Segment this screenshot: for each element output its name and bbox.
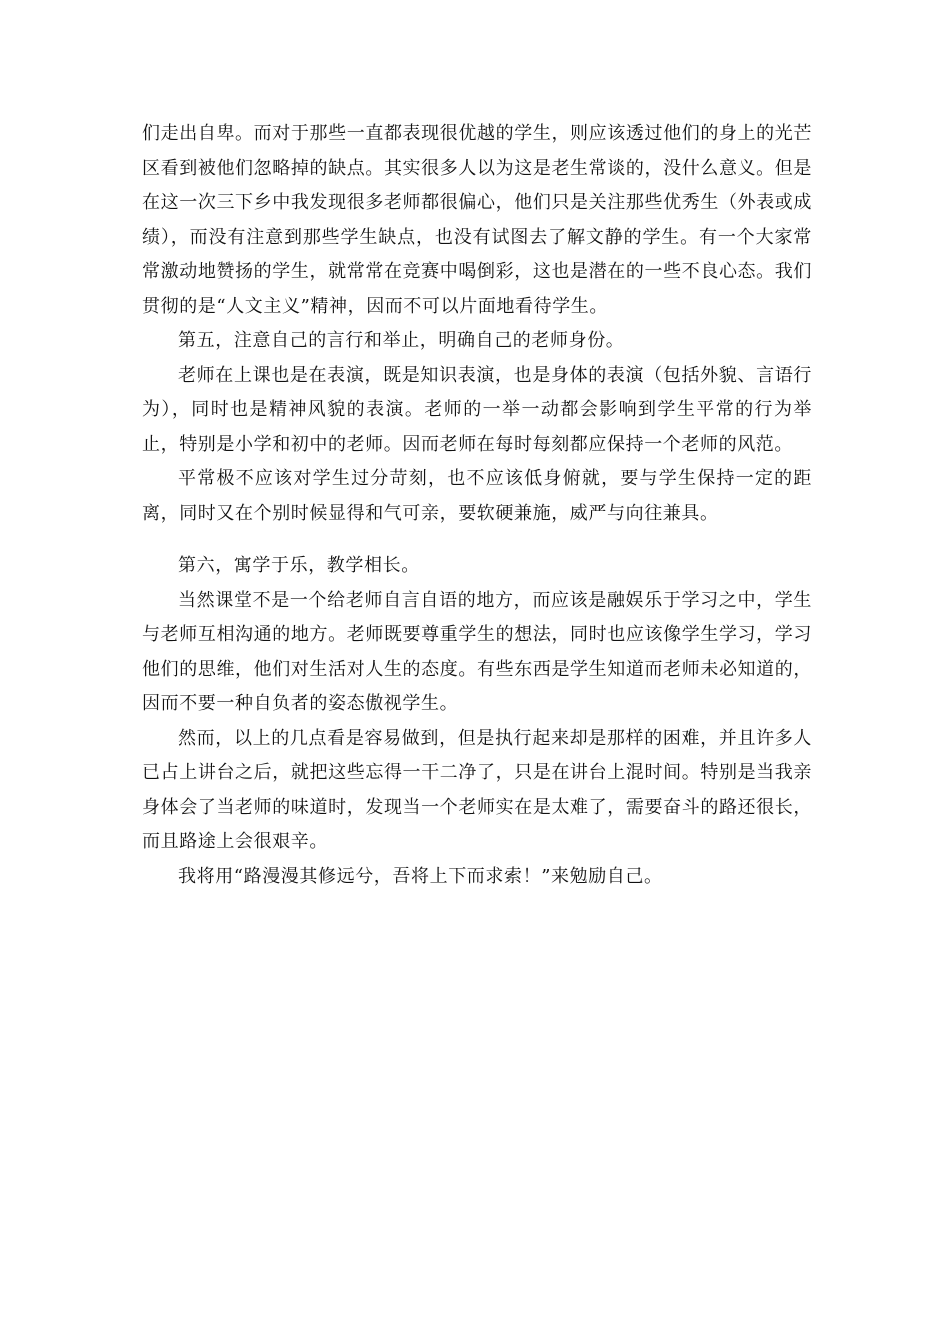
document-body <box>142 117 812 894</box>
paragraph-point-six-heading: 第六，寓学于乐，教学相长。 <box>178 555 420 576</box>
paragraph-point-five-heading: 第五，注意自己的言行和举止，明确自己的老师身份。 <box>178 330 625 351</box>
paragraph-difficulty: 然而，以上的几点看是容易做到，但是执行起来却是那样的困难，并且许多人已占上讲台之后，就把这些忘得一干二净了，只是在讲台上混时间。特别是当我亲身体会了当老师的味道时，发现当一个老师实在是太难了，需要奋斗的路还很长，而且路途上会很艰辛。 <box>142 727 812 852</box>
paragraph-continuation: 们走出自卑。而对于那些一直都表现很优越的学生，则应该透过他们的身上的光芒区看到被他们忽略掉的缺点。其实很多人以为这是老生常谈的，没什么意义。但是在这一次三下乡中我发现很多老师都很偏心，他们只是关注那些优秀生（外表或成绩），而没有注意到那些学生缺点，也没有试图去了解文静的学生。有一个大家常常激动地赞扬的学生，就常常在竞赛中喝倒彩，这也是潜在的一些不良心态。我们贯彻的是“人文主义”精神，因而不可以片面地看待学生。 <box>142 123 812 317</box>
paragraph-teacher-distance: 平常极不应该对学生过分苛刻，也不应该低身俯就，要与学生保持一定的距离，同时又在个别时候显得和气可亲，要软硬兼施，威严与向往兼具。 <box>142 468 812 524</box>
paragraph-teacher-performance: 老师在上课也是在表演，既是知识表演，也是身体的表演（包括外貌、言语行为），同时也是精神风貌的表演。老师的一举一动都会影响到学生平常的行为举止，特别是小学和初中的老师。因而老师在每时每刻都应保持一个老师的风范。 <box>142 364 812 455</box>
paragraph-closing-quote: 我将用“路漫漫其修远兮，吾将上下而求索！”来勉励自己。 <box>178 865 663 887</box>
paragraph-classroom-communication: 当然课堂不是一个给老师自言自语的地方，而应该是融娱乐于学习之中，学生与老师互相沟通的地方。老师既要尊重学生的想法，同时也应该像学生学习，学习他们的思维，他们对生活对人生的态度。有些东西是学生知道而老师未必知道的，因而不要一种自负者的姿态傲视学生。 <box>142 589 812 714</box>
